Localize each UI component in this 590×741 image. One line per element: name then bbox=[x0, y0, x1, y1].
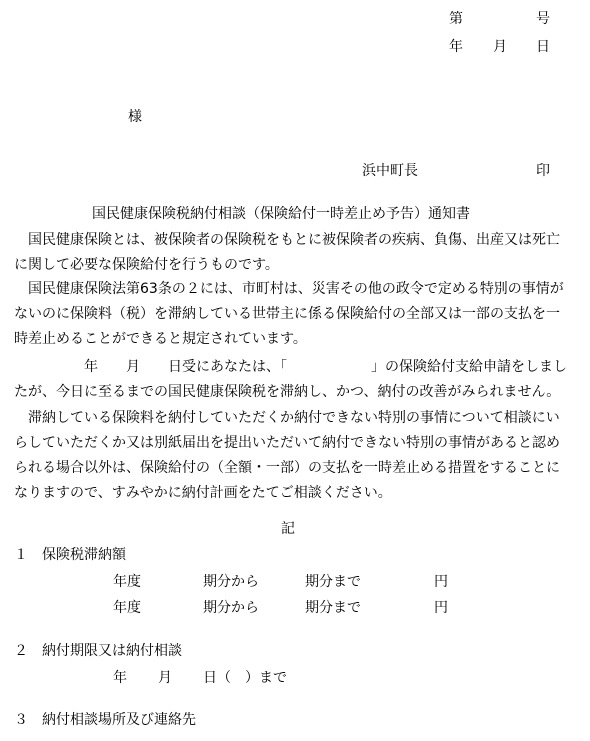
document-number-label: 第 bbox=[449, 11, 463, 27]
sender-name: 浜中町長 bbox=[362, 163, 418, 179]
recipient-honorific: 様 bbox=[128, 109, 142, 125]
paragraph-line: 時差止めることができると規定されています。 bbox=[14, 331, 307, 347]
date-month: 月 bbox=[493, 39, 507, 55]
section-3-heading: ３ 納付相談場所及び連絡先 bbox=[14, 712, 196, 728]
paragraph-2 bbox=[14, 277, 580, 352]
paragraph-line: たが、今日に至るまでの国民健康保険税を滞納し、かつ、納付の改善がみられません。 bbox=[14, 384, 561, 400]
ki-heading: 記 bbox=[281, 521, 295, 537]
document-title: 国民健康保険税納付相談（保険給付一時差止め予告）通知書 bbox=[92, 206, 470, 222]
paragraph-line: 国民健康保険法第63条の２には、市町村は、災害その他の政令で定める特別の事情が bbox=[14, 281, 564, 297]
row-1-to: 期分まで bbox=[305, 574, 361, 590]
paragraph-line: ないのに保険料（税）を滞納している世帯主に係る保険給付の全部又は一部の支払を一 bbox=[14, 306, 560, 322]
section-2-heading: ２ 納付期限又は納付相談 bbox=[14, 643, 182, 659]
row-2-to: 期分まで bbox=[305, 600, 361, 616]
paragraph-line: 国民健康保険とは、被保険者の保険税をもとに被保険者の疾病、負傷、出産又は死亡 bbox=[14, 232, 560, 248]
row-2-yen: 円 bbox=[434, 600, 448, 616]
paragraph-1 bbox=[14, 228, 580, 278]
paragraph-4 bbox=[14, 406, 580, 506]
paragraph-line: なりますので、すみやかに納付計画をたてご相談ください。 bbox=[14, 485, 392, 501]
paragraph-line: 滞納している保険料を納付していただくか納付できない特別の事情について相談にい bbox=[14, 410, 560, 426]
row-1-yen: 円 bbox=[434, 574, 448, 590]
deadline-month: 月 bbox=[158, 670, 172, 686]
deadline-day: 日（ ）まで bbox=[203, 670, 287, 686]
date-year: 年 bbox=[449, 39, 463, 55]
row-1-nendo: 年度 bbox=[113, 574, 141, 590]
paragraph-line: らしていただくか又は別紙届出を提出いただいて納付できない特別の事情があると認め bbox=[14, 435, 560, 451]
paragraph-3 bbox=[14, 355, 580, 405]
row-1-from: 期分から bbox=[203, 574, 259, 590]
row-2-from: 期分から bbox=[203, 600, 259, 616]
date-day: 日 bbox=[536, 39, 550, 55]
paragraph-line: 年 月 日受にあなたは、「 」の保険給付支給申請をしまし bbox=[14, 359, 567, 375]
paragraph-line: に関して必要な保険給付を行うものです。 bbox=[14, 257, 279, 273]
seal-mark: 印 bbox=[536, 163, 550, 179]
row-2-nendo: 年度 bbox=[113, 600, 141, 616]
deadline-year: 年 bbox=[113, 670, 127, 686]
document-number-suffix: 号 bbox=[536, 11, 550, 27]
section-1-heading: １ 保険税滞納額 bbox=[14, 547, 126, 563]
paragraph-line: られる場合以外は、保険給付の（全額・一部）の支払を一時差止める措置をすることに bbox=[14, 460, 560, 476]
